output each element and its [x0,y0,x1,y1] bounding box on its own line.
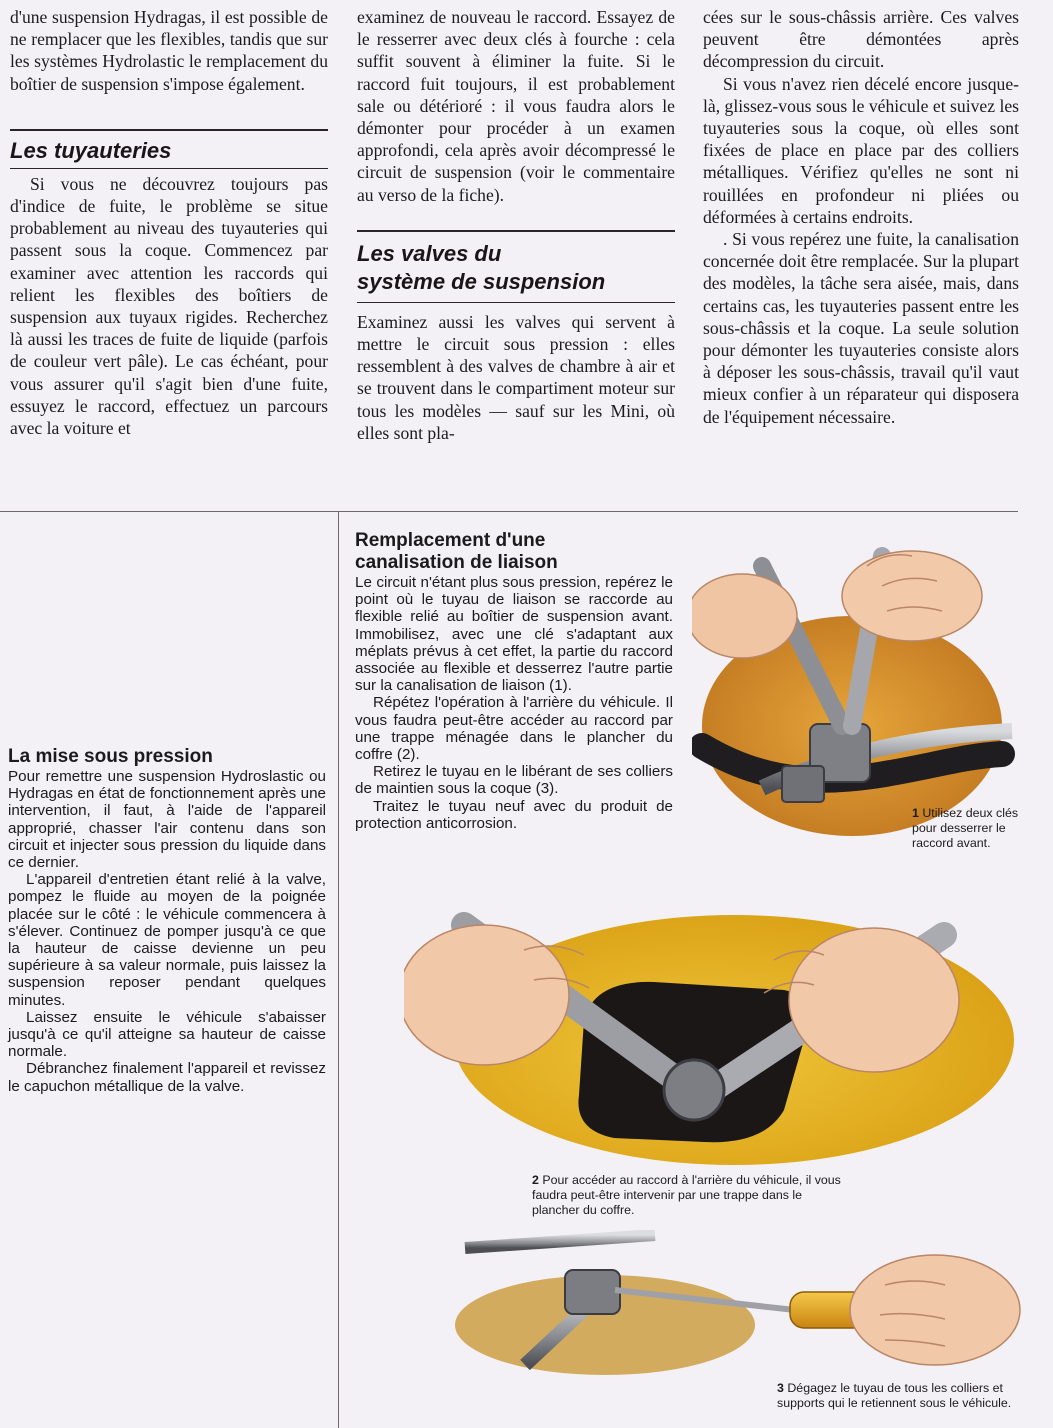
pressure-section [8,746,326,1095]
column-divider [338,511,339,1428]
pipe-clip [565,1270,620,1314]
caption-3 [777,1381,1019,1411]
hand-right [850,1255,1020,1365]
paragraph: Si vous n'avez rien décelé encore jusque-là, glissez-vous sous le véhicule et suivez les tuyauteries sous la coque, où elles sont fixées de place en place par des colliers métalliques. Vérifiez qu'elles ne sont ni rouillées en profondeur ni pliées ou déformées à certains endroits. [703,73,1019,227]
hand-right [789,928,959,1072]
coupling-nut [782,766,824,802]
column-1-top [10,6,328,439]
replacement-section [355,530,673,832]
paragraph: Laissez ensuite le véhicule s'abaisser jusqu'à ce qu'il atteigne sa hauteur de caisse normale. [8,1008,326,1061]
paragraph: Débranchez finalement l'appareil et revissez le capuchon métallique de la valve. [8,1060,326,1095]
caption-2 [532,1173,852,1218]
hand-left [692,574,797,658]
section-heading-valves-line1: Les valves du [357,240,502,266]
hand-right [842,551,982,641]
illustration-2-boot-trapdoor [404,880,1016,1172]
column-3-top [703,6,1019,428]
page-divider [0,511,1018,512]
paragraph: Pour remettre une suspension Hydroslastic ou Hydragas en état de fonctionnement après une intervention, il faut, à l'aide de l'appareil approprié, chasser l'air contenu dans son circuit et injecter sous pression du liquide dans ce dernier. [8,768,326,872]
paragraph: examinez de nouveau le raccord. Essayez de le resserrer avec deux clés à fourche : cela suffit souvent à éliminer la fuite. Si le raccord fuit toujours, il est probablement sale ou détérioré : il vous faudra alors le démonter pour procéder à un examen approfondi, cela après avoir décompressé le circuit de suspension (voir le commentaire au verso de la fiche). [357,7,675,205]
section-heading-replacement-line1: Remplacement d'une [355,530,546,551]
caption-1-number: 1 [912,806,919,820]
rigid-pipe [465,1235,655,1248]
section-rule [10,168,328,169]
caption-3-number: 3 [777,1381,784,1395]
paragraph: L'appareil d'entretien étant relié à la valve, pompez le fluide au moyen de la poignée placée sur le côté : le véhicule commencera à s'élever. Continuez de pomper jusqu'à ce que la hauteur de caisse devienne un peu supérieure à sa valeur normale, puis laissez la suspension reposer pendant quelques minutes. [8,871,326,1009]
paragraph: Traitez le tuyau neuf avec du produit de protection anticorrosion. [355,797,673,832]
section-rule [10,129,328,131]
section-heading-valves-line2: système de suspension [357,268,606,294]
paragraph: Le circuit n'étant plus sous pression, repérez le point où le tuyau de liaison se raccorde au flexible relié au boîtier de suspension avant. Immobilisez, avec une clé s'adaptant aux méplats prévus à cet effet, la partie du raccord associée au flexible et desserrez l'autre partie sur la canalisation de liaison (1). [355,574,673,695]
paragraph: Retirez le tuyau en le libérant de ses colliers de maintien sous la coque (3). [355,763,673,798]
paragraph: Si vous ne découvrez toujours pas d'indice de fuite, le problème se situe probablement au niveau des tuyauteries qui passent sous la coque. Commencez par examiner avec attention les raccords qui relient les flexibles des boîtiers de suspension aux tuyaux rigides. Recherchez là aussi les traces de fuite de liquide (parfois de couleur vert pâle). Le cas échéant, pour vous assurer qu'il s'agit bien d'une fuite, essuyez le raccord, effectuez un parcours avec la voiture et [10,173,328,439]
illustration-3-screwdriver [455,1230,1025,1380]
section-heading-tuyauteries: Les tuyauteries [10,137,172,163]
paragraph: Examinez aussi les valves qui servent à mettre le circuit sous pression : elles ressemblent à des valves de chambre à air et se trouvent dans le compartiment moteur sur tous les modèles — sauf sur les Mini, où elles sont pla- [357,311,675,443]
section-heading-pressure: La mise sous pression [8,746,213,767]
section-rule [357,230,675,232]
paragraph: Répétez l'opération à l'arrière du véhicule. Il vous faudra peut-être accéder au raccord par une trappe ménagée dans le plancher du coffre (2). [355,694,673,764]
column-2-top [357,6,675,444]
caption-1-text: Utilisez deux clés pour desserrer le raccord avant. [912,806,1019,850]
section-heading-replacement-line2: canalisation de liaison [355,552,558,573]
paragraph: d'une suspension Hydragas, il est possible de ne remplacer que les flexibles, tandis que sur les systèmes Hydrolastic le remplacement du boîtier de suspension s'impose également. [10,7,328,94]
paragraph: cées sur le sous-châssis arrière. Ces valves peuvent être démontées après décompression du circuit. [703,7,1019,72]
caption-1 [912,806,1022,851]
caption-3-text: Dégagez le tuyau de tous les colliers et supports qui le retiennent sous le véhicule. [777,1381,1012,1410]
caption-2-text: Pour accéder au raccord à l'arrière du véhicule, il vous faudra peut-être intervenir par une trappe dans le plancher du coffre. [532,1173,841,1217]
caption-2-number: 2 [532,1173,539,1187]
section-rule [357,302,675,303]
paragraph: . Si vous repérez une fuite, la canalisation concernée doit être remplacée. Sur la plupart des modèles, la tâche sera aisée, mais, dans certains cas, les tuyauteries passent entre les sous-châssis et la coque. La seule solution pour démonter les tuyauteries consiste alors à déposer les sous-châssis, travail qu'il vaut mieux confier à un réparateur qui disposera de l'équipement nécessaire. [703,229,1019,427]
coupling [664,1060,724,1120]
